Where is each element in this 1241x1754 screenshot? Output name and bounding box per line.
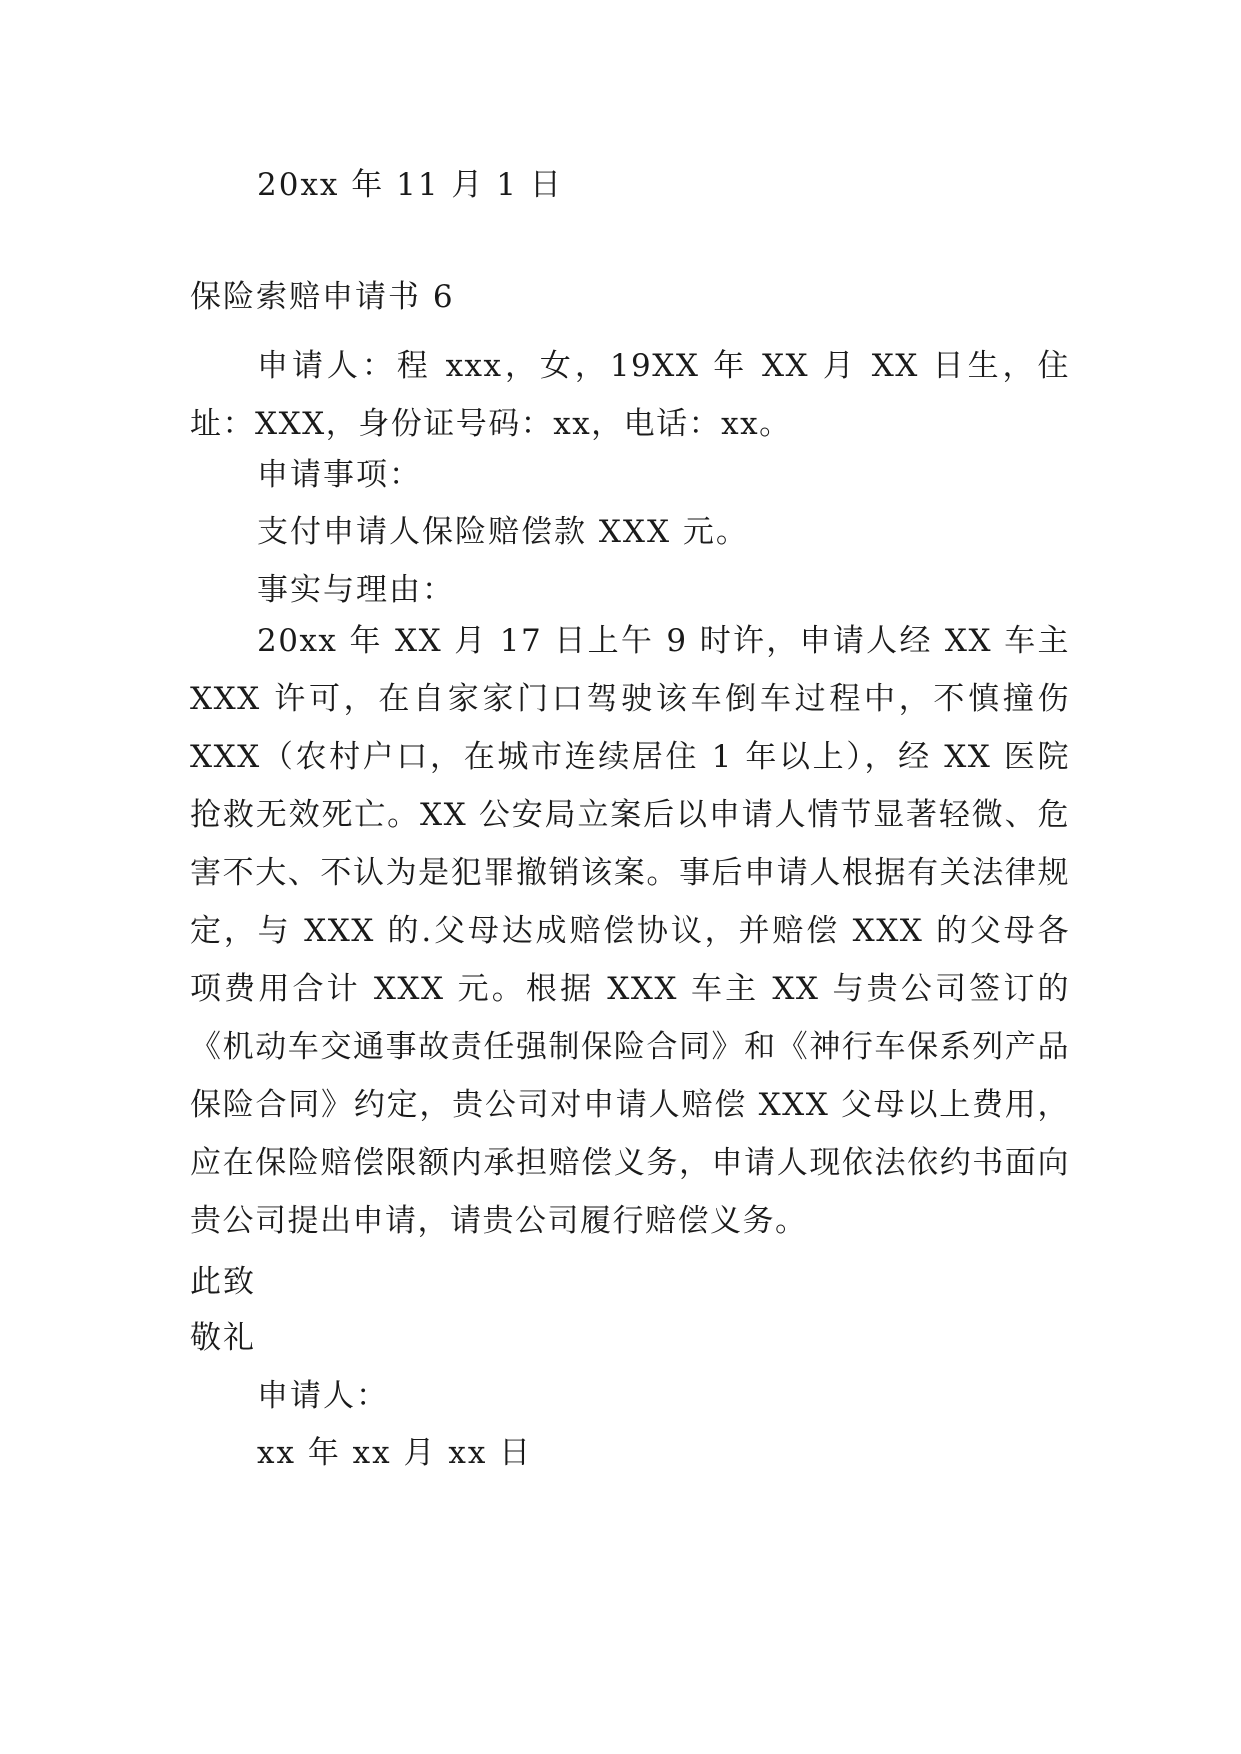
closing-salutation: 此致: [190, 1264, 256, 1300]
signature-label: 申请人：: [257, 1378, 389, 1414]
facts-paragraph: 20xx 年 XX 月 17 日上午 9 时许，申请人经 XX 车主 XXX 许可，在自家家门口驾驶该车倒车过程中，不慎撞伤 XXX（农村户口，在城市连续居住 1 年以上），经 XX 医院抢救无效死亡。XX 公安局立案后以申请人情节显著轻微、危害不大、不认为是犯罪撤销该案。事后申请人根据有关法律规定，与 XXX 的.父母达成赔偿协议，并赔偿 XXX 的父母各项费用合计 XXX 元。根据 XXX 车主 XX 与贵公司签订的《机动车交通事故责任强制保险合同》和《神行车保系列产品保险合同》约定，贵公司对申请人赔偿 XXX 父母以上费用，应在保险赔偿限额内承担赔偿义务，申请人现依法依约书面向贵公司提出申请，请贵公司履行赔偿义务。: [190, 623, 1070, 1239]
applicant-paragraph: 申请人：程 xxx，女，19XX 年 XX 月 XX 日生，住址：XXX，身份证号码：xx，电话：xx。: [190, 348, 1070, 442]
document-title: 保险索赔申请书 6: [190, 279, 455, 315]
closing-regards: 敬礼: [190, 1320, 256, 1356]
request-heading: 申请事项：: [257, 457, 422, 493]
request-content: 支付申请人保险赔偿款 XXX 元。: [257, 514, 749, 550]
facts-heading: 事实与理由：: [257, 572, 455, 608]
signature-date: xx 年 xx 月 xx 日: [257, 1435, 533, 1471]
top-date: 20xx 年 11 月 1 日: [257, 167, 563, 203]
